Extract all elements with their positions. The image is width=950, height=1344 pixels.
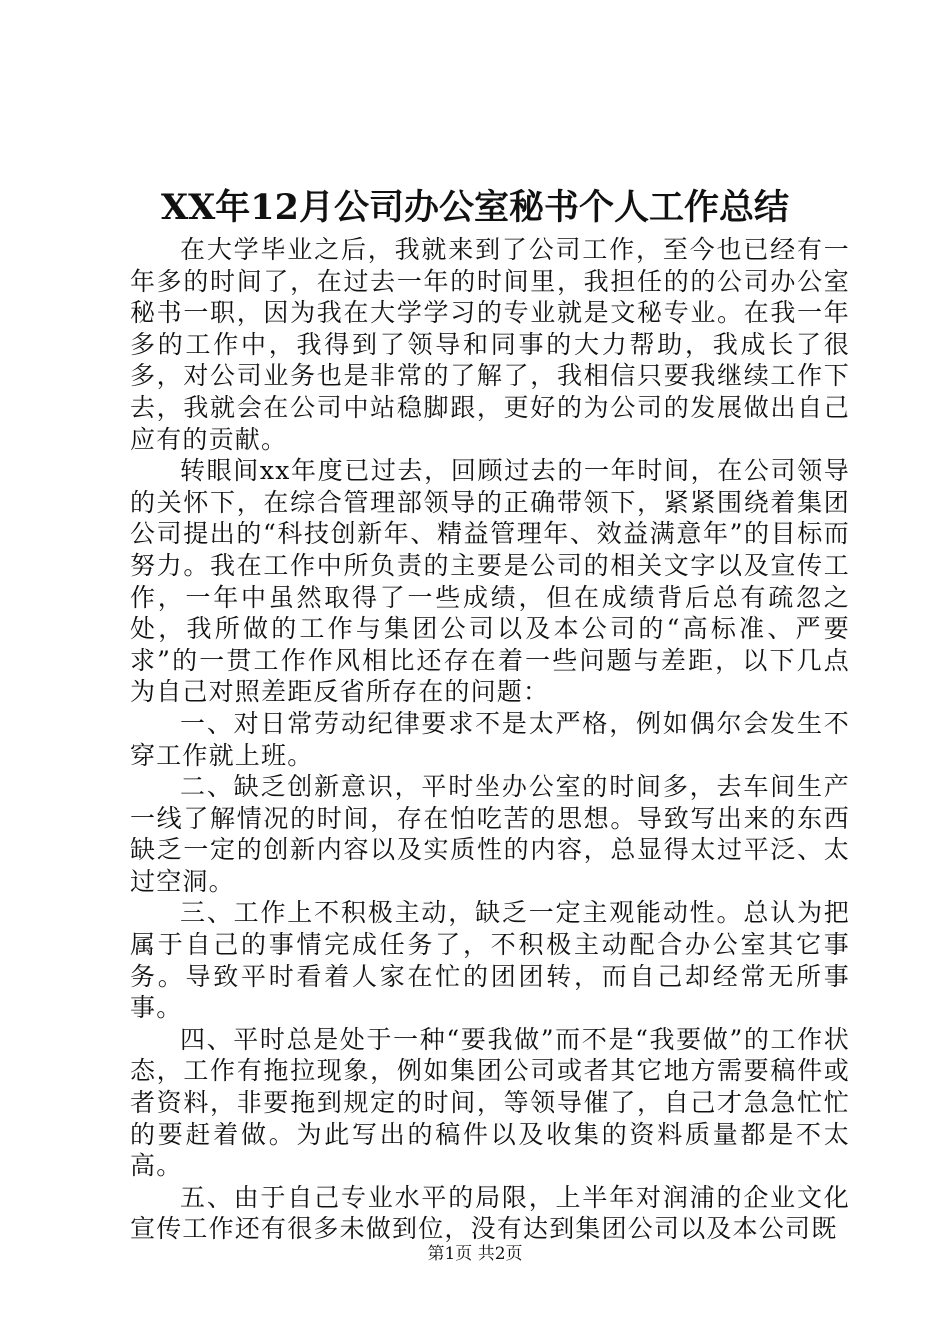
paragraph-issue-1: 一、对日常劳动纪律要求不是太严格，例如偶尔会发生不穿工作就上班。 — [130, 708, 850, 770]
page-footer: 第1页 共2页 — [427, 1244, 523, 1264]
paragraph-issue-5: 五、由于自己专业水平的局限，上半年对润浦的企业文化宣传工作还有很多未做到位，没有达到集团公司以及本公司既 — [130, 1182, 850, 1244]
paragraph-review: 转眼间xx年度已过去，回顾过去的一年时间，在公司领导的关怀下，在综合管理部领导的正确带领下，紧紧围绕着集团公司提出的“科技创新年、精益管理年、效益满意年”的目标而努力。我在工作中所负责的主要是公司的相关文字以及宣传工作，一年中虽然取得了一些成绩，但在成绩背后总有疏忽之处，我所做的工作与集团公司以及本公司的“高标准、严要求”的一贯工作作风相比还存在着一些问题与差距，以下几点为自己对照差距反省所存在的问题： — [130, 456, 850, 707]
paragraph-issue-2: 二、缺乏创新意识，平时坐办公室的时间多，去车间生产一线了解情况的时间，存在怕吃苦的思想。导致写出来的东西缺乏一定的创新内容以及实质性的内容，总显得太过平泛、太过空洞。 — [130, 772, 850, 896]
paragraph-issue-3: 三、工作上不积极主动，缺乏一定主观能动性。总认为把属于自己的事情完成任务了，不积极主动配合办公室其它事务。导致平时看着人家在忙的团团转，而自己却经常无所事事。 — [130, 898, 850, 1023]
paragraph-intro: 在大学毕业之后，我就来到了公司工作，至今也已经有一年多的时间了，在过去一年的时间里，我担任的的公司办公室秘书一职，因为我在大学学习的专业就是文秘专业。在我一年多的工作中，我得到了领导和同事的大力帮助，我成长了很多，对公司业务也是非常的了解了，我相信只要我继续工作下去，我就会在公司中站稳脚跟，更好的为公司的发展做出自己应有的贡献。 — [130, 235, 850, 454]
paragraph-issue-4: 四、平时总是处于一种“要我做”而不是“我要做”的工作状态，工作有拖拉现象，例如集团公司或者其它地方需要稿件或者资料，非要拖到规定的时间，等领导催了，自己才急急忙忙的要赶着做。为此写出的稿件以及收集的资料质量都是不太高。 — [130, 1024, 850, 1181]
document-title: XX年12月公司办公室秘书个人工作总结 — [160, 187, 790, 228]
document-body — [130, 234, 850, 1245]
